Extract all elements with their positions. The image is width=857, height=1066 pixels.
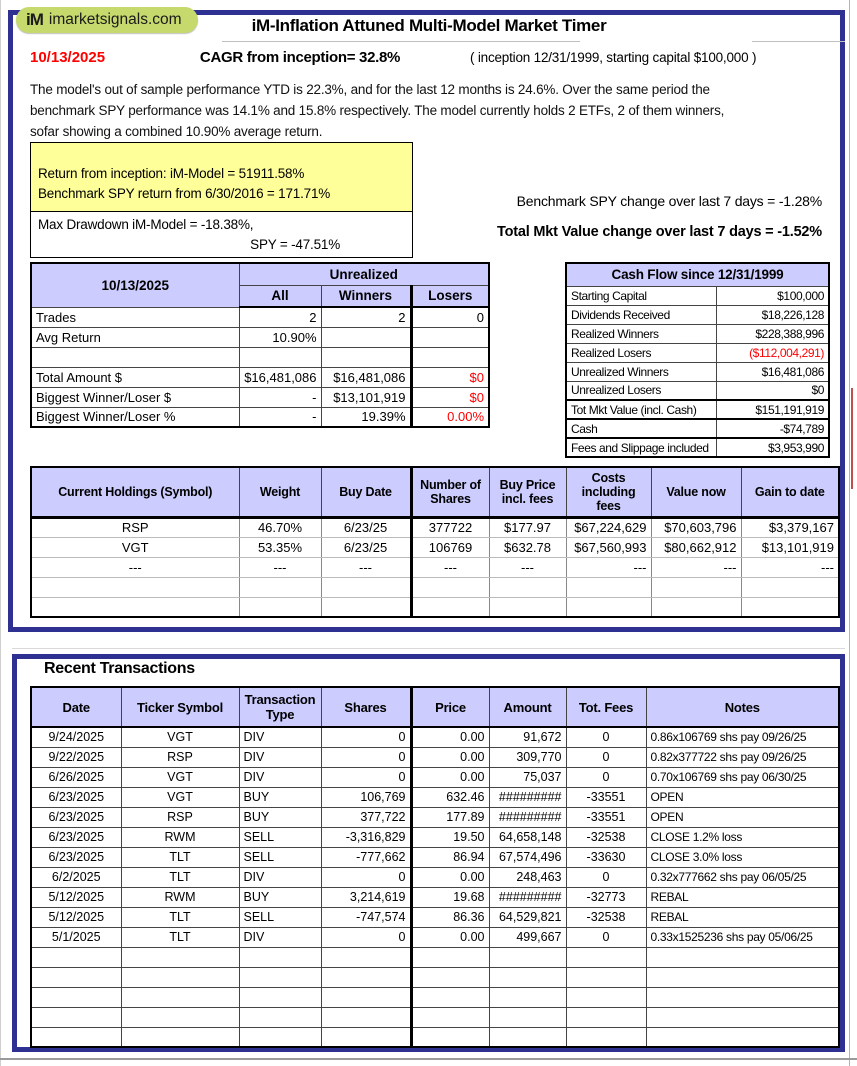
holding-gain: $13,101,919 (741, 537, 839, 557)
holding-symbol: RSP (31, 517, 239, 537)
tx-ticker: RWM (121, 827, 239, 847)
tx-header-price: Price (411, 687, 489, 727)
tx-fees (566, 967, 646, 987)
holdings-row (31, 537, 839, 557)
tx-date (31, 1027, 121, 1047)
tx-shares: -747,574 (321, 907, 411, 927)
tx-price (411, 947, 489, 967)
tx-price (411, 987, 489, 1007)
tx-fees (566, 1027, 646, 1047)
tx-price: 86.94 (411, 847, 489, 867)
cash-flow-label: Unrealized Winners (566, 362, 716, 381)
tx-header-notes: Notes (646, 687, 839, 727)
holding-weight (239, 577, 321, 597)
tx-type: DIV (239, 867, 321, 887)
tx-date: 6/2/2025 (31, 867, 121, 887)
return-from-inception-box (30, 142, 413, 212)
inception-note: ( inception 12/31/1999, starting capital $100,000 ) (470, 50, 757, 65)
tx-ticker: TLT (121, 907, 239, 927)
holdings-header-weight: Weight (239, 467, 321, 517)
tx-amount: 91,672 (489, 727, 566, 747)
holding-buy-date: --- (321, 557, 411, 577)
holding-shares: 106769 (411, 537, 489, 557)
holding-value-now: --- (651, 557, 741, 577)
cash-flow-value: -$74,789 (716, 419, 829, 438)
tx-price: 86.36 (411, 907, 489, 927)
cash-flow-value: $18,226,128 (716, 305, 829, 324)
holdings-header-valuenow: Value now (651, 467, 741, 517)
cash-flow-value: $100,000 (716, 286, 829, 305)
holding-buy-date (321, 597, 411, 617)
unrealized-row-label: Total Amount $ (31, 367, 239, 387)
tx-type: SELL (239, 907, 321, 927)
tx-price: 0.00 (411, 727, 489, 747)
tx-fees: 0 (566, 727, 646, 747)
tx-shares (321, 967, 411, 987)
holdings-header-buydate: Buy Date (321, 467, 411, 517)
unrealized-row-label (31, 347, 239, 367)
tx-type: BUY (239, 807, 321, 827)
unrealized-winners-value (321, 327, 411, 347)
drawdown-model: Max Drawdown iM-Model = -18.38%, (38, 217, 254, 232)
tx-price (411, 1007, 489, 1027)
transaction-row (31, 867, 839, 887)
tx-date: 6/26/2025 (31, 767, 121, 787)
tx-price: 632.46 (411, 787, 489, 807)
cash-flow-row (566, 362, 829, 381)
tx-shares (321, 987, 411, 1007)
transaction-row (31, 807, 839, 827)
transaction-row (31, 1007, 839, 1027)
tx-date: 5/1/2025 (31, 927, 121, 947)
tx-fees: 0 (566, 867, 646, 887)
unrealized-row (31, 327, 489, 347)
cash-flow-value: $228,388,996 (716, 324, 829, 343)
transaction-row (31, 967, 839, 987)
transaction-row (31, 767, 839, 787)
cash-flow-table (565, 262, 830, 458)
transaction-row (31, 727, 839, 747)
tx-header-fees: Tot. Fees (566, 687, 646, 727)
tx-price: 0.00 (411, 767, 489, 787)
unrealized-losers-value: $0 (411, 387, 489, 407)
tx-type: DIV (239, 727, 321, 747)
logo-site-text: imarketsignals.com (48, 11, 182, 28)
tx-notes (646, 947, 839, 967)
tx-shares (321, 947, 411, 967)
holding-costs (566, 577, 651, 597)
holding-costs: $67,224,629 (566, 517, 651, 537)
tx-ticker: RSP (121, 747, 239, 767)
window-bottom-edge (0, 1058, 857, 1060)
max-drawdown-box (30, 212, 413, 258)
cash-flow-row (566, 343, 829, 362)
tx-amount: 67,574,496 (489, 847, 566, 867)
holding-weight: --- (239, 557, 321, 577)
tx-type (239, 967, 321, 987)
holdings-header-costs: Costs including fees (566, 467, 651, 517)
holding-costs: $67,560,993 (566, 537, 651, 557)
cash-flow-title: Cash Flow since 12/31/1999 (566, 263, 829, 286)
window-left-edge (0, 0, 1, 1066)
cash-flow-label: Tot Mkt Value (incl. Cash) (566, 400, 716, 419)
tx-date: 5/12/2025 (31, 887, 121, 907)
unrealized-row (31, 387, 489, 407)
transaction-row (31, 907, 839, 927)
tx-type: BUY (239, 887, 321, 907)
tx-header-ticker: Ticker Symbol (121, 687, 239, 727)
unrealized-all-value: 10.90% (239, 327, 321, 347)
tx-amount (489, 1007, 566, 1027)
tx-amount: 248,463 (489, 867, 566, 887)
report-date: 10/13/2025 (30, 49, 106, 66)
holding-buy-date (321, 577, 411, 597)
tx-notes: REBAL (646, 887, 839, 907)
holding-gain (741, 577, 839, 597)
holding-symbol: --- (31, 557, 239, 577)
holdings-row (31, 557, 839, 577)
tx-amount (489, 1027, 566, 1047)
tx-fees: -33630 (566, 847, 646, 867)
holding-shares (411, 577, 489, 597)
cash-flow-label: Realized Winners (566, 324, 716, 343)
tx-notes: 0.70x106769 shs pay 06/30/25 (646, 767, 839, 787)
tx-fees (566, 987, 646, 1007)
holding-costs (566, 597, 651, 617)
tx-fees: 0 (566, 767, 646, 787)
tx-shares: 0 (321, 767, 411, 787)
tx-fees: -33551 (566, 787, 646, 807)
unrealized-row-label: Trades (31, 307, 239, 327)
unrealized-group-header: Unrealized (239, 263, 489, 285)
tx-date: 5/12/2025 (31, 907, 121, 927)
title-underline (752, 41, 845, 42)
tx-ticker (121, 987, 239, 1007)
unrealized-losers-value: 0.00% (411, 407, 489, 427)
tx-fees (566, 1007, 646, 1027)
unrealized-row (31, 407, 489, 427)
cash-flow-value: $3,953,990 (716, 438, 829, 457)
unrealized-all-value: $16,481,086 (239, 367, 321, 387)
holdings-row (31, 517, 839, 537)
tx-date (31, 947, 121, 967)
holding-gain (741, 597, 839, 617)
cash-flow-label: Unrealized Losers (566, 381, 716, 400)
tx-date (31, 987, 121, 1007)
tx-amount: 75,037 (489, 767, 566, 787)
holding-buy-price: $177.97 (489, 517, 566, 537)
holding-costs: --- (566, 557, 651, 577)
tx-type (239, 1007, 321, 1027)
tx-price: 19.68 (411, 887, 489, 907)
tx-notes: REBAL (646, 907, 839, 927)
tx-fees: -32773 (566, 887, 646, 907)
transaction-row (31, 787, 839, 807)
transaction-row (31, 1027, 839, 1047)
transactions-table (30, 686, 840, 1048)
cash-flow-row (566, 400, 829, 419)
tx-ticker (121, 1027, 239, 1047)
holding-shares: --- (411, 557, 489, 577)
unrealized-all-value (239, 347, 321, 367)
tx-notes (646, 967, 839, 987)
tx-type (239, 987, 321, 1007)
unrealized-row (31, 307, 489, 327)
tx-price: 0.00 (411, 867, 489, 887)
unrealized-all-value: - (239, 387, 321, 407)
cash-flow-label: Dividends Received (566, 305, 716, 324)
holding-value-now: $80,662,912 (651, 537, 741, 557)
holding-gain: $3,379,167 (741, 517, 839, 537)
unrealized-row (31, 347, 489, 367)
logo-im-icon: iM (26, 10, 43, 29)
unrealized-losers-value: $0 (411, 367, 489, 387)
cash-flow-value: $0 (716, 381, 829, 400)
tx-ticker: RSP (121, 807, 239, 827)
tx-amount: 309,770 (489, 747, 566, 767)
tx-price: 19.50 (411, 827, 489, 847)
tx-header-type: Transaction Type (239, 687, 321, 727)
tx-price: 0.00 (411, 747, 489, 767)
tx-shares: 106,769 (321, 787, 411, 807)
holding-buy-price: $632.78 (489, 537, 566, 557)
tx-amount: ######### (489, 887, 566, 907)
summary-line-2: benchmark SPY performance was 14.1% and 15.8% respectively. The model currently holds 2 ETFs, 2 of them winners, (30, 103, 725, 118)
tx-notes (646, 1007, 839, 1027)
tx-ticker: VGT (121, 767, 239, 787)
holdings-header-buyprice: Buy Price incl. fees (489, 467, 566, 517)
unrealized-date-header: 10/13/2025 (31, 263, 239, 307)
tx-amount: 499,667 (489, 927, 566, 947)
inception-return-model: Return from inception: iM-Model = 51911.58% (38, 166, 305, 181)
current-holdings-table (30, 466, 840, 618)
tx-date: 9/22/2025 (31, 747, 121, 767)
transaction-row (31, 747, 839, 767)
summary-line-1: The model's out of sample performance YTD is 22.3%, and for the last 12 months is 24.6%. Over the same period the (30, 82, 710, 97)
unrealized-losers-value (411, 347, 489, 367)
unrealized-losers-value: 0 (411, 307, 489, 327)
drawdown-spy: SPY = -47.51% (250, 237, 340, 252)
tx-date: 6/23/2025 (31, 787, 121, 807)
tx-price (411, 967, 489, 987)
col-header-losers: Losers (411, 285, 489, 307)
tx-fees (566, 947, 646, 967)
cagr-from-inception: CAGR from inception= 32.8% (199, 49, 401, 66)
tx-shares: 0 (321, 867, 411, 887)
unrealized-row-label: Biggest Winner/Loser % (31, 407, 239, 427)
cash-flow-value: ($112,004,291) (716, 343, 829, 362)
col-header-all: All (239, 285, 321, 307)
tx-amount (489, 967, 566, 987)
cash-flow-value: $16,481,086 (716, 362, 829, 381)
tx-type: BUY (239, 787, 321, 807)
tx-notes: 0.32x777662 shs pay 06/05/25 (646, 867, 839, 887)
tx-date: 6/23/2025 (31, 847, 121, 867)
transaction-row (31, 987, 839, 1007)
cash-flow-row (566, 381, 829, 400)
tx-fees: 0 (566, 747, 646, 767)
unrealized-winners-value: 19.39% (321, 407, 411, 427)
holding-buy-price (489, 577, 566, 597)
imarketsignals-logo[interactable] (16, 7, 198, 33)
tx-shares: -3,316,829 (321, 827, 411, 847)
tx-date (31, 1007, 121, 1027)
tx-ticker: VGT (121, 727, 239, 747)
tx-notes (646, 1027, 839, 1047)
holding-buy-price: --- (489, 557, 566, 577)
tx-date: 6/23/2025 (31, 807, 121, 827)
col-header-winners: Winners (321, 285, 411, 307)
total-mkt-value-7day-change: Total Mkt Value change over last 7 days = -1.52% (497, 224, 822, 240)
scrollbar-indicator[interactable] (851, 388, 853, 489)
tx-notes (646, 987, 839, 1007)
tx-fees: -32538 (566, 907, 646, 927)
unrealized-losers-value (411, 327, 489, 347)
cash-flow-row (566, 438, 829, 457)
tx-type: SELL (239, 847, 321, 867)
cash-flow-value: $151,191,919 (716, 400, 829, 419)
inception-return-spy: Benchmark SPY return from 6/30/2016 = 171.71% (38, 186, 331, 201)
sheet-right-gridline (849, 0, 850, 1066)
tx-ticker: VGT (121, 787, 239, 807)
holding-shares (411, 597, 489, 617)
transaction-row (31, 927, 839, 947)
tx-fees: -32538 (566, 827, 646, 847)
holding-value-now (651, 577, 741, 597)
tx-notes: 0.86x106769 shs pay 09/26/25 (646, 727, 839, 747)
unrealized-winners-value: $16,481,086 (321, 367, 411, 387)
holding-weight: 53.35% (239, 537, 321, 557)
cash-flow-label: Realized Losers (566, 343, 716, 362)
tx-type (239, 947, 321, 967)
holding-symbol (31, 577, 239, 597)
tx-shares (321, 1007, 411, 1027)
tx-ticker (121, 947, 239, 967)
transaction-row (31, 887, 839, 907)
tx-type: SELL (239, 827, 321, 847)
tx-shares: 3,214,619 (321, 887, 411, 907)
tx-date (31, 967, 121, 987)
page-title: iM-Inflation Attuned Multi-Model Market Timer (251, 16, 607, 35)
summary-line-3: sofar showing a combined 10.90% average return. (30, 124, 323, 139)
unrealized-all-value: - (239, 407, 321, 427)
unrealized-winners-value: $13,101,919 (321, 387, 411, 407)
holdings-header-symbol: Current Holdings (Symbol) (31, 467, 239, 517)
unrealized-winners-value (321, 347, 411, 367)
tx-notes: CLOSE 1.2% loss (646, 827, 839, 847)
holding-symbol (31, 597, 239, 617)
tx-notes: OPEN (646, 787, 839, 807)
tx-header-date: Date (31, 687, 121, 727)
tx-ticker: RWM (121, 887, 239, 907)
holdings-header-shares: Number of Shares (411, 467, 489, 517)
cash-flow-label: Cash (566, 419, 716, 438)
tx-notes: OPEN (646, 807, 839, 827)
holding-weight: 46.70% (239, 517, 321, 537)
tx-shares: 0 (321, 927, 411, 947)
tx-shares: 0 (321, 727, 411, 747)
tx-shares (321, 1027, 411, 1047)
tx-ticker (121, 967, 239, 987)
tx-price: 177.89 (411, 807, 489, 827)
tx-ticker (121, 1007, 239, 1027)
transaction-row (31, 947, 839, 967)
tx-amount: ######### (489, 807, 566, 827)
tx-shares: -777,662 (321, 847, 411, 867)
holding-value-now (651, 597, 741, 617)
tx-notes: 0.82x377722 shs pay 09/26/25 (646, 747, 839, 767)
transaction-row (31, 827, 839, 847)
tx-type: DIV (239, 767, 321, 787)
tx-amount (489, 947, 566, 967)
sheet-gridline (12, 648, 845, 649)
title-underline (222, 41, 580, 42)
tx-amount: 64,529,821 (489, 907, 566, 927)
holding-shares: 377722 (411, 517, 489, 537)
unrealized-all-value: 2 (239, 307, 321, 327)
holding-buy-price (489, 597, 566, 617)
spy-7day-change: Benchmark SPY change over last 7 days = -1.28% (516, 193, 822, 209)
holding-weight (239, 597, 321, 617)
tx-price: 0.00 (411, 927, 489, 947)
performance-summary-paragraph (30, 79, 845, 142)
tx-date: 6/23/2025 (31, 827, 121, 847)
tx-ticker: TLT (121, 867, 239, 887)
tx-price (411, 1027, 489, 1047)
tx-ticker: TLT (121, 847, 239, 867)
tx-header-amount: Amount (489, 687, 566, 727)
tx-fees: 0 (566, 927, 646, 947)
unrealized-table (30, 262, 490, 428)
unrealized-row-label: Biggest Winner/Loser $ (31, 387, 239, 407)
tx-header-shares: Shares (321, 687, 411, 727)
holdings-row (31, 577, 839, 597)
tx-type: DIV (239, 747, 321, 767)
cash-flow-label: Starting Capital (566, 286, 716, 305)
transactions-title: Recent Transactions (44, 660, 195, 677)
unrealized-row-label: Avg Return (31, 327, 239, 347)
holding-value-now: $70,603,796 (651, 517, 741, 537)
cash-flow-row (566, 324, 829, 343)
tx-amount: 64,658,148 (489, 827, 566, 847)
tx-date: 9/24/2025 (31, 727, 121, 747)
tx-type (239, 1027, 321, 1047)
cash-flow-row (566, 286, 829, 305)
holding-buy-date: 6/23/25 (321, 517, 411, 537)
tx-notes: 0.33x1525236 shs pay 05/06/25 (646, 927, 839, 947)
unrealized-row (31, 367, 489, 387)
cash-flow-row (566, 419, 829, 438)
tx-shares: 0 (321, 747, 411, 767)
tx-amount: ######### (489, 787, 566, 807)
holding-buy-date: 6/23/25 (321, 537, 411, 557)
unrealized-winners-value: 2 (321, 307, 411, 327)
holdings-row (31, 597, 839, 617)
tx-amount (489, 987, 566, 1007)
tx-shares: 377,722 (321, 807, 411, 827)
tx-notes: CLOSE 3.0% loss (646, 847, 839, 867)
tx-type: DIV (239, 927, 321, 947)
holding-gain: --- (741, 557, 839, 577)
cash-flow-label: Fees and Slippage included (566, 438, 716, 457)
tx-fees: -33551 (566, 807, 646, 827)
transaction-row (31, 847, 839, 867)
cash-flow-row (566, 305, 829, 324)
tx-ticker: TLT (121, 927, 239, 947)
holdings-header-gain: Gain to date (741, 467, 839, 517)
holding-symbol: VGT (31, 537, 239, 557)
